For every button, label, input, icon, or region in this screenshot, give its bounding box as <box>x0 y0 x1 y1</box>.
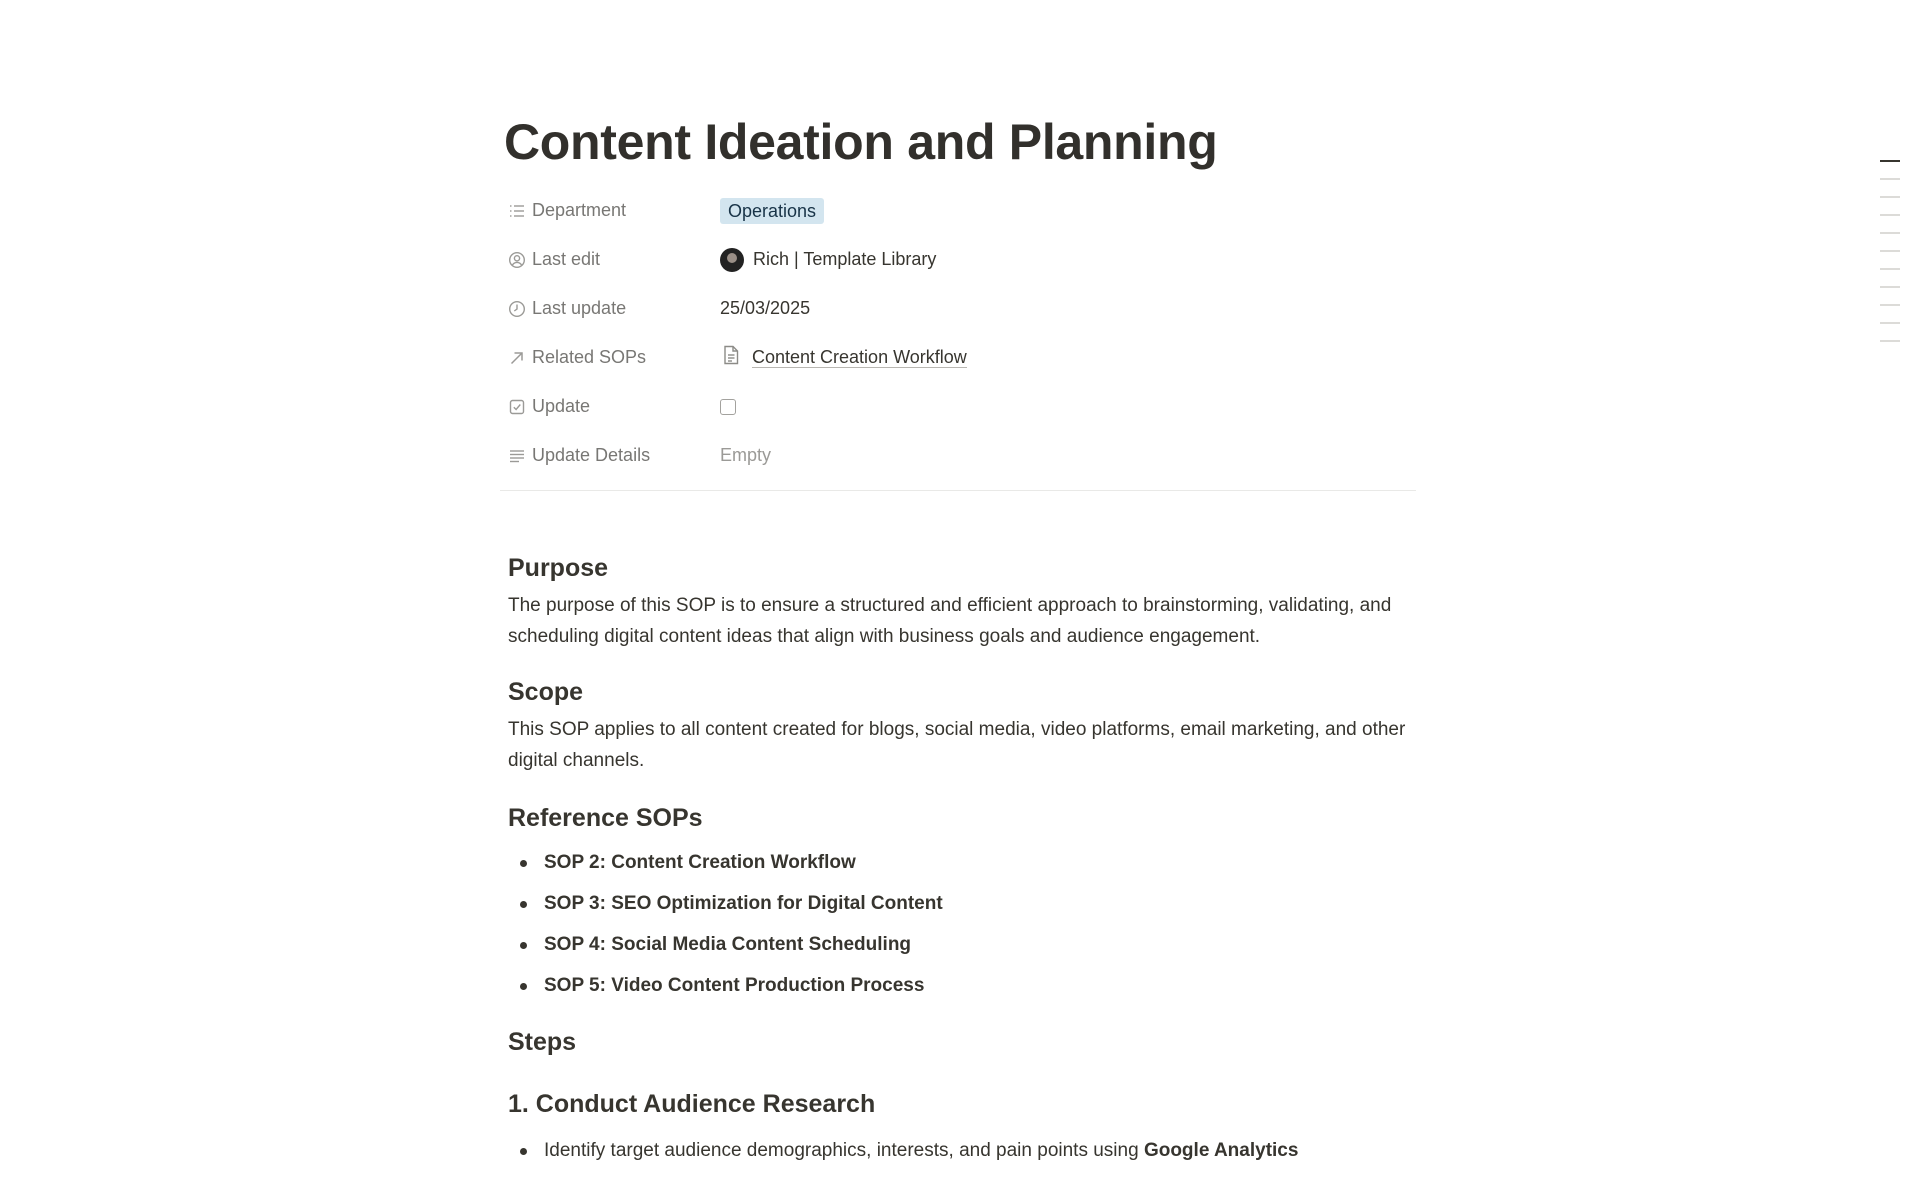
property-key-update[interactable] <box>504 396 720 417</box>
property-update <box>504 382 1416 431</box>
list-icon <box>508 202 526 220</box>
department-tag[interactable]: Operations <box>720 198 824 224</box>
document-body <box>508 548 1416 1171</box>
toc-entry[interactable] <box>1880 196 1900 198</box>
purpose-section <box>508 548 1416 652</box>
step-1-item-bold: Google Analytics <box>1143 1140 1299 1161</box>
scope-section <box>508 672 1416 776</box>
properties-panel <box>504 186 1416 480</box>
property-value-department[interactable] <box>720 198 824 224</box>
toc-entry[interactable] <box>1880 304 1900 306</box>
steps-heading[interactable]: Steps <box>508 1028 577 1056</box>
property-label: Last edit <box>532 249 601 269</box>
list-item[interactable] <box>508 1130 1416 1171</box>
update-checkbox[interactable] <box>720 399 736 415</box>
related-sop-link[interactable]: Content Creation Workflow <box>752 347 967 367</box>
page-title[interactable]: Content Ideation and Planning <box>504 114 1218 170</box>
property-value-update-details[interactable] <box>720 445 771 466</box>
step-1-item-text: Identify target audience demographics, interests, and pain points using <box>544 1140 1144 1161</box>
toc-entry[interactable] <box>1880 178 1900 180</box>
property-label: Update <box>532 396 591 416</box>
toc-entry[interactable] <box>1880 322 1900 324</box>
person-icon <box>508 251 526 269</box>
avatar[interactable] <box>720 248 744 272</box>
list-item[interactable]: SOP 5: Video Content Production Process <box>508 965 1416 1006</box>
last-update-date: 25/03/2025 <box>720 298 811 318</box>
page-icon <box>720 344 742 371</box>
toc-entry[interactable] <box>1880 232 1900 234</box>
update-details-empty[interactable]: Empty <box>720 445 772 465</box>
list-item[interactable]: SOP 3: SEO Optimization for Digital Content <box>508 883 1416 924</box>
property-value-last-edit[interactable] <box>720 248 936 272</box>
property-key-update-details[interactable] <box>504 445 720 466</box>
purpose-text[interactable]: The purpose of this SOP is to ensure a structured and efficient approach to brainstorming, validating, and scheduling digital content ideas that align with business goals and audience engagement. <box>508 595 1392 647</box>
checkbox-icon <box>508 398 526 416</box>
toc-entry[interactable] <box>1880 160 1900 162</box>
property-related-sops <box>504 333 1416 382</box>
list-item[interactable]: SOP 2: Content Creation Workflow <box>508 842 1416 883</box>
step-1-list <box>508 1130 1416 1171</box>
toc-entry[interactable] <box>1880 214 1900 216</box>
editor-name[interactable]: Rich | Template Library <box>753 249 937 269</box>
property-value-update[interactable] <box>720 399 736 415</box>
toc-entry[interactable] <box>1880 250 1900 252</box>
property-value-last-update[interactable] <box>720 298 810 319</box>
table-of-contents-minimap[interactable] <box>1880 160 1900 358</box>
purpose-heading[interactable]: Purpose <box>508 554 609 582</box>
property-key-related-sops[interactable] <box>504 347 720 368</box>
properties-divider <box>500 490 1416 491</box>
arrow-up-right-icon <box>508 349 526 367</box>
clock-icon <box>508 300 526 318</box>
property-update-details <box>504 431 1416 480</box>
property-label: Last update <box>532 298 627 318</box>
property-key-department[interactable] <box>504 200 720 221</box>
property-label: Department <box>532 200 627 220</box>
property-label: Related SOPs <box>532 347 647 367</box>
scope-heading[interactable]: Scope <box>508 678 584 706</box>
reference-list <box>508 842 1416 1006</box>
reference-heading[interactable]: Reference SOPs <box>508 804 703 832</box>
property-key-last-update[interactable] <box>504 298 720 319</box>
toc-entry[interactable] <box>1880 268 1900 270</box>
property-key-last-edit[interactable] <box>504 249 720 270</box>
toc-entry[interactable] <box>1880 340 1900 342</box>
toc-entry[interactable] <box>1880 286 1900 288</box>
property-last-update <box>504 284 1416 333</box>
step-1-heading[interactable]: 1. Conduct Audience Research <box>508 1090 876 1118</box>
property-value-related-sops[interactable] <box>720 344 967 371</box>
list-item[interactable]: SOP 4: Social Media Content Scheduling <box>508 924 1416 965</box>
property-last-edit <box>504 235 1416 284</box>
reference-section <box>508 798 1416 1006</box>
property-label: Update Details <box>532 445 651 465</box>
text-lines-icon <box>508 447 526 465</box>
scope-text[interactable]: This SOP applies to all content created for blogs, social media, video platforms, email marketing, and other digital channels. <box>508 719 1406 771</box>
property-department <box>504 186 1416 235</box>
